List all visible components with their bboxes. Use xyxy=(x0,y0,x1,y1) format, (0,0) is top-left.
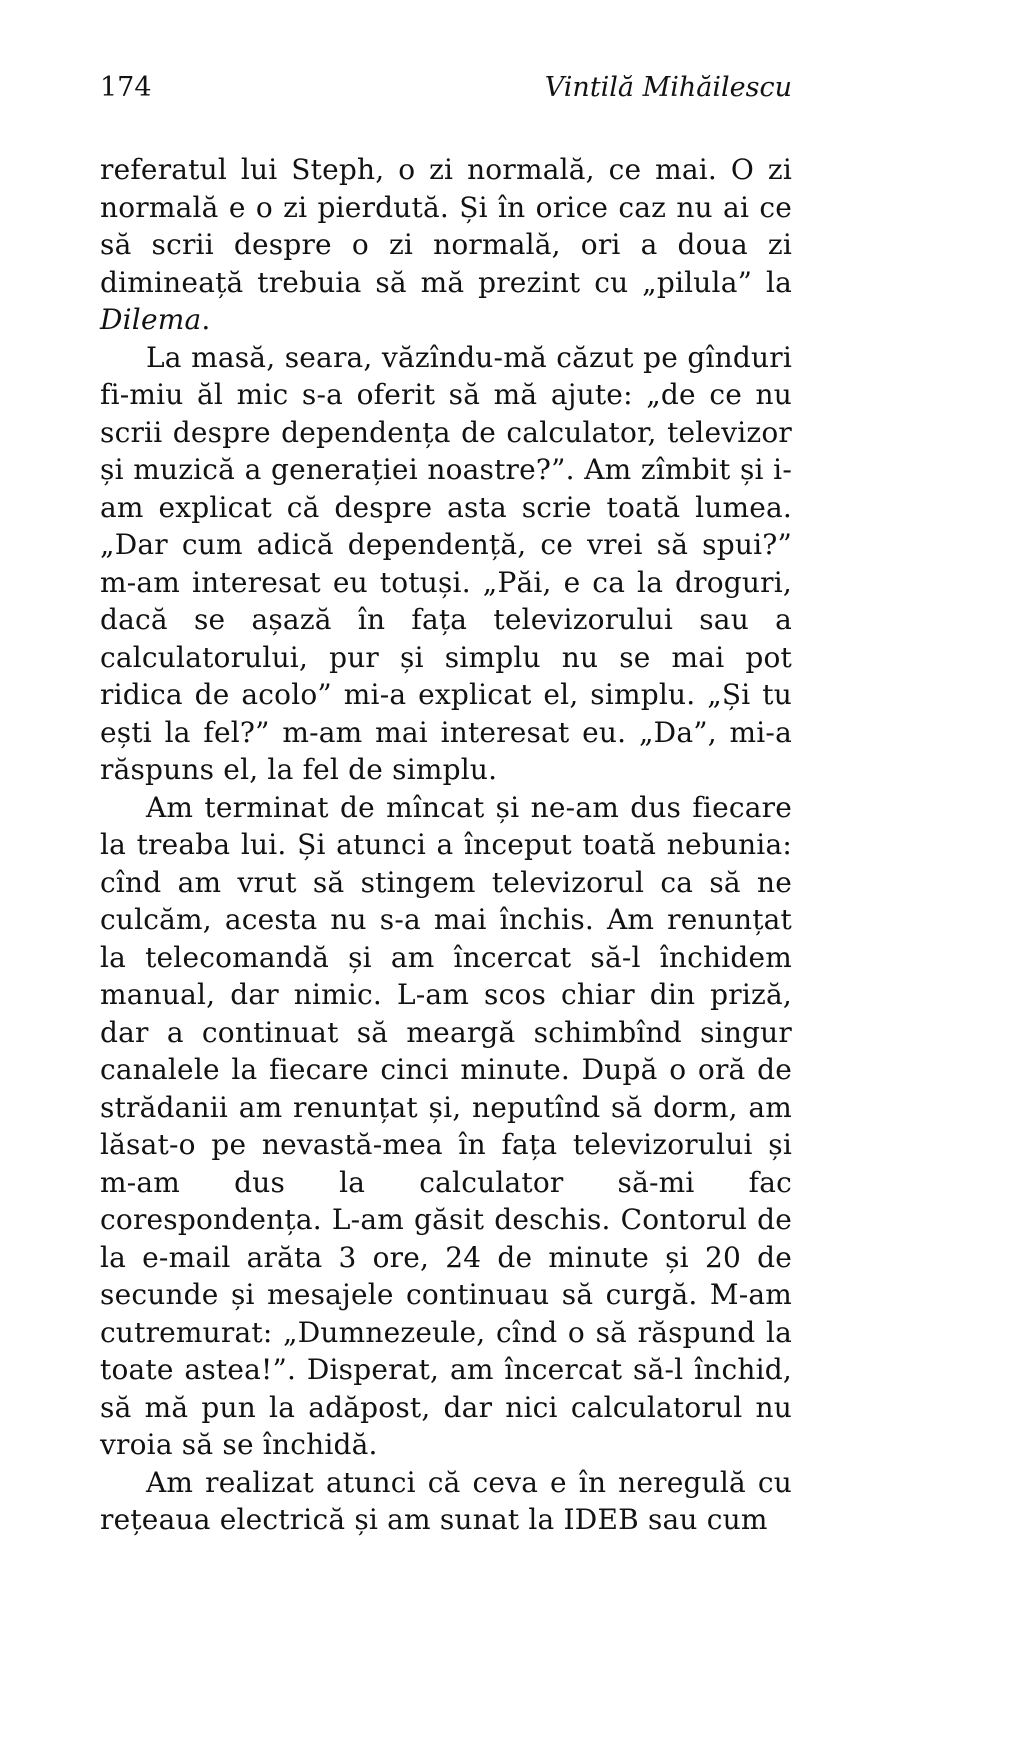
italic-text-run: Dilema xyxy=(100,303,202,336)
text-run: . xyxy=(201,303,211,336)
text-run: La masă, seara, văzîndu-mă căzut pe gînduri fi-miu ăl mic s-a oferit să mă ajute: „de ce nu scrii despre dependența de calculator, televizor și muzică a generației noastre?”. Am zîmbit și i-am explicat că despre asta scrie toată lumea. „Dar cum adică dependență, ce vrei să spui?” m-am interesat eu totuși. „Păi, e ca la droguri, dacă se așază în fața televizorului sau a calculatorului, pur și simplu nu se mai pot ridica de acolo” mi-a explicat el, simplu. „Și tu ești la fel?” m-am mai interesat eu. „Da”, mi-a răspuns el, la fel de simplu. xyxy=(100,340,792,786)
page-number: 174 xyxy=(100,72,152,103)
paragraph xyxy=(100,151,792,339)
page-body xyxy=(100,151,792,1539)
page-header xyxy=(100,72,792,103)
running-head-author: Vintilă Mihăilescu xyxy=(544,72,792,103)
text-run: Am realizat atunci că ceva e în neregulă cu rețeaua electrică și am sunat la IDEB sau cum xyxy=(100,1465,792,1536)
paragraph xyxy=(100,339,792,789)
text-run: Am terminat de mîncat și ne-am dus fiecare la treaba lui. Și atunci a început toată nebunia: cînd am vrut să stingem televizorul ca să ne culcăm, acesta nu s-a mai închis. Am renunțat la telecomandă și am încercat să-l închidem manual, dar nimic. L-am scos chiar din priză, dar a continuat să meargă schimbînd singur canalele la fiecare cinci minute. După o oră de strădanii am renunțat și, neputînd să dorm, am lăsat-o pe nevastă-mea în fața televizorului și m-am dus la calculator să-mi fac corespondența. L-am găsit deschis. Contorul de la e-mail arăta 3 ore, 24 de minute și 20 de secunde și mesajele continuau să curgă. M-am cutremurat: „Dumnezeule, cînd o să răspund la toate astea!”. Disperat, am încercat să-l închid, să mă pun la adăpost, dar nici calculatorul nu vroia să se închidă. xyxy=(100,790,792,1461)
paragraph xyxy=(100,1464,792,1539)
text-run: referatul lui Steph, o zi normală, ce mai. O zi normală e o zi pierdută. Și în orice caz nu ai ce să scrii despre o zi normală, ori a doua zi dimineață trebuia să mă prezint cu „pilula” la xyxy=(100,153,792,299)
paragraph xyxy=(100,789,792,1464)
